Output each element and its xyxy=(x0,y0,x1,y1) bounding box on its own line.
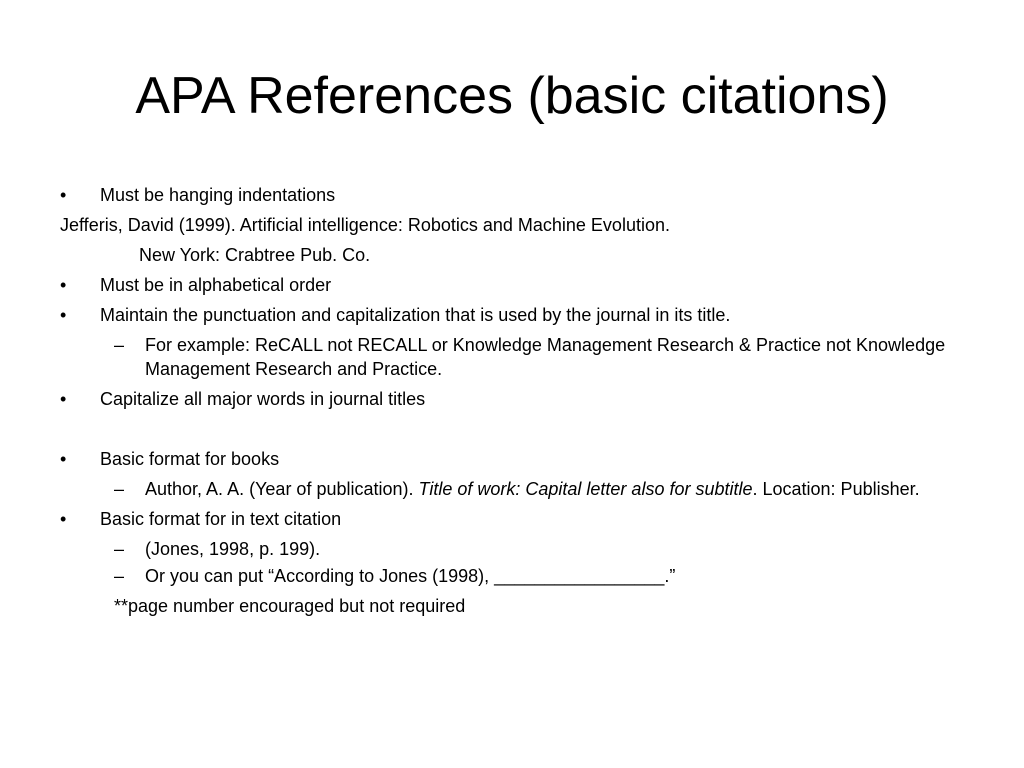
slide-body xyxy=(60,180,970,621)
book-format-title: Title of work: Capital letter also for subtitle xyxy=(418,479,753,499)
footnote: **page number encouraged but not required xyxy=(114,596,466,616)
bullet-text: Basic format for books xyxy=(100,449,280,469)
book-format-suffix: . Location: Publisher. xyxy=(752,479,920,499)
bullet-icon: • xyxy=(60,185,67,205)
sub-bullet-item xyxy=(60,537,970,561)
bullet-icon: • xyxy=(60,509,67,529)
bullet-item xyxy=(60,384,970,414)
sub-bullet-item xyxy=(60,477,970,501)
reference-example-line-2: New York: Crabtree Pub. Co. xyxy=(139,245,371,265)
dash-icon: – xyxy=(114,479,125,499)
sub-bullet-text: For example: ReCALL not RECALL or Knowledge Management Research & Practice not Knowledge Management Research and Practice. xyxy=(145,335,946,379)
bullet-text: Capitalize all major words in journal titles xyxy=(100,389,426,409)
dash-icon: – xyxy=(114,566,125,586)
bullet-text: Must be hanging indentations xyxy=(100,185,336,205)
reference-example-line-1: Jefferis, David (1999). Artificial intelligence: Robotics and Machine Evolution. xyxy=(60,215,670,235)
sub-bullet-item xyxy=(60,333,970,381)
bullet-item xyxy=(60,504,970,534)
bullet-text: Basic format for in text citation xyxy=(100,509,342,529)
bullet-icon: • xyxy=(60,449,67,469)
bullet-text: Must be in alphabetical order xyxy=(100,275,332,295)
bullet-item xyxy=(60,300,970,330)
book-format-prefix: Author, A. A. (Year of publication). xyxy=(145,479,419,499)
bullet-text: Maintain the punctuation and capitalization that is used by the journal in its title. xyxy=(100,305,731,325)
slide-title: APA References (basic citations) xyxy=(135,67,889,125)
dash-icon: – xyxy=(114,539,125,559)
bullet-icon: • xyxy=(60,275,67,295)
sub-bullet-text: (Jones, 1998, p. 199). xyxy=(145,539,321,559)
spacer xyxy=(60,414,970,444)
bullet-icon: • xyxy=(60,389,67,409)
bullet-icon: • xyxy=(60,305,67,325)
sub-bullet-text: Or you can put “According to Jones (1998), _________________.” xyxy=(145,566,676,586)
dash-icon: – xyxy=(114,335,125,355)
bullet-item xyxy=(60,180,970,210)
bullet-item xyxy=(60,444,970,474)
bullet-item xyxy=(60,270,970,300)
sub-bullet-item xyxy=(60,564,970,588)
